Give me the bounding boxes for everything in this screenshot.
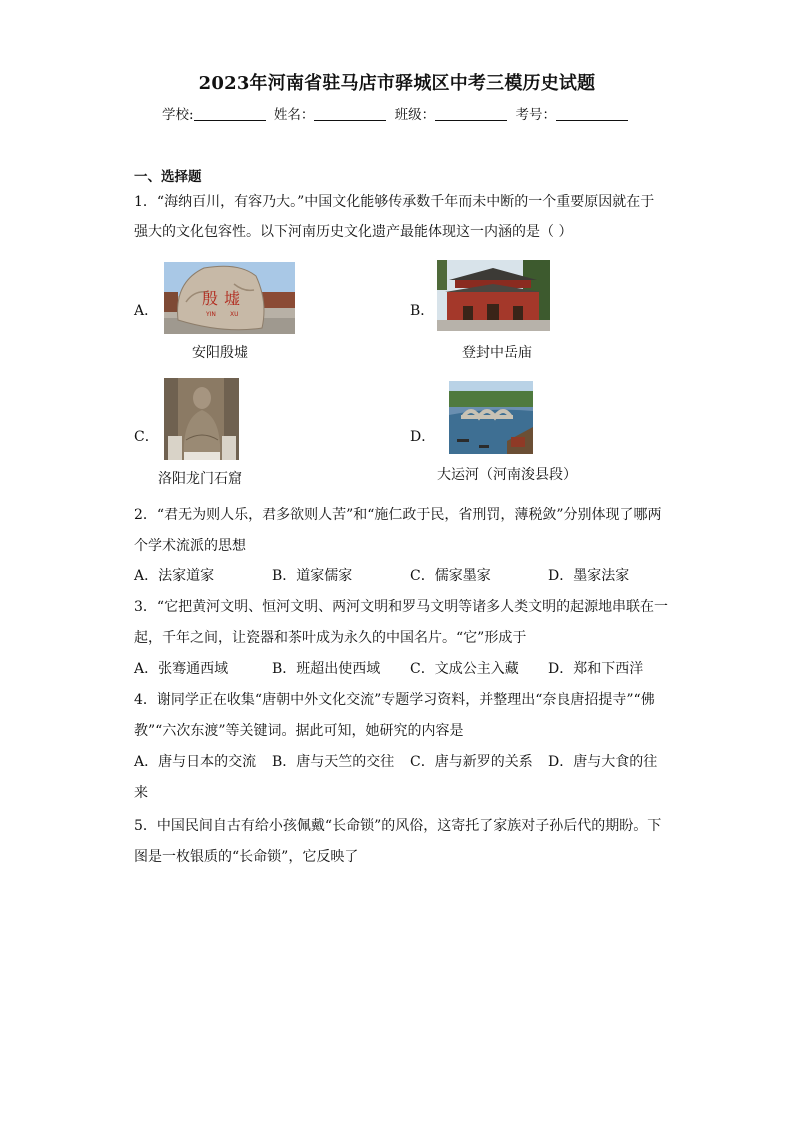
q2-option-b: B．道家儒家 <box>272 568 353 584</box>
exam-no-label: 考号： <box>515 107 556 123</box>
q3-line-2: 起，千年之间，让瓷器和茶叶成为永久的中国名片。“它”形成于 <box>134 630 527 646</box>
page-title: 2023年河南省驻马店市驿城区中考三模历史试题 <box>198 73 596 94</box>
stone-char-yin: 殷 <box>202 289 219 308</box>
q1-option-a-caption: 安阳殷墟 <box>192 345 248 361</box>
q1-line-2: 强大的文化包容性。以下河南历史文化遗产最能体现这一内涵的是（ ） <box>134 224 573 240</box>
student-info-row <box>0 103 794 123</box>
q2-option-c: C．儒家墨家 <box>410 568 491 584</box>
q3-option-a: A．张骞通西域 <box>134 661 229 677</box>
q3-line-1: 3．“它把黄河文明、恒河文明、两河文明和罗马文明等诸多人类文明的起源地串联在一 <box>134 599 669 615</box>
q2-line-1: 2．“君无为则人乐，君多欲则人苦”和“施仁政于民，省刑罚，薄税敛”分别体现了哪两 <box>134 507 662 523</box>
stone-text-xu-pinyin: XU <box>230 311 239 318</box>
q1-line-1: 1．“海纳百川，有容乃大。”中国文化能够传承数千年而未中断的一个重要原因就在于 <box>134 194 655 210</box>
class-blank <box>435 108 507 121</box>
q1-option-d-letter: D． <box>410 429 436 445</box>
longmen-grottoes-photo <box>164 378 239 460</box>
q2-option-d: D．墨家法家 <box>548 568 630 584</box>
q4-option-d: D．唐与大食的往 <box>548 754 658 770</box>
name-blank <box>314 108 386 121</box>
q3-option-c: C．文成公主入藏 <box>410 661 519 677</box>
q3-option-d: D．郑和下西洋 <box>548 661 644 677</box>
school-blank <box>194 108 266 121</box>
q2-option-a: A．法家道家 <box>134 568 215 584</box>
q4-option-d-wrap: 来 <box>134 785 148 801</box>
q4-option-a: A．唐与日本的交流 <box>134 754 257 770</box>
q1-option-b-letter: B． <box>410 303 435 319</box>
school-label: 学校: <box>162 107 194 123</box>
grand-canal-photo <box>449 381 533 454</box>
q5-line-2: 图是一枚银质的“长命锁”，它反映了 <box>134 849 359 865</box>
stone-char-xu: 墟 <box>224 289 241 308</box>
q4-option-c: C．唐与新罗的关系 <box>410 754 533 770</box>
q4-line-2: 教”“六次东渡”等关键词。据此可知，她研究的内容是 <box>134 723 464 739</box>
q1-option-c-caption: 洛阳龙门石窟 <box>158 471 242 487</box>
q1-option-a-letter: A． <box>134 303 159 319</box>
q1-option-b-caption: 登封中岳庙 <box>462 345 532 361</box>
q4-line-1: 4．谢同学正在收集“唐朝中外文化交流”专题学习资料，并整理出“奈良唐招提寺”“佛 <box>134 692 655 708</box>
yinxu-stone-photo <box>164 262 295 334</box>
q5-line-1: 5．中国民间自古有给小孩佩戴“长命锁”的风俗，这寄托了家族对子孙后代的期盼。下 <box>134 818 662 834</box>
q4-option-b: B．唐与天竺的交往 <box>272 754 395 770</box>
name-label: 姓名： <box>273 107 315 123</box>
exam-no-blank <box>556 108 628 121</box>
zhongyue-temple-photo <box>437 260 550 331</box>
stone-text-yin-pinyin: YIN <box>206 311 216 318</box>
section-title: 一、选择题 <box>134 169 202 185</box>
q1-option-c-letter: C． <box>134 429 159 445</box>
class-label: 班级： <box>394 107 436 123</box>
q2-line-2: 个学术流派的思想 <box>134 538 246 554</box>
q3-option-b: B．班超出使西域 <box>272 661 381 677</box>
q1-option-d-caption: 大运河（河南浚县段） <box>437 467 577 483</box>
